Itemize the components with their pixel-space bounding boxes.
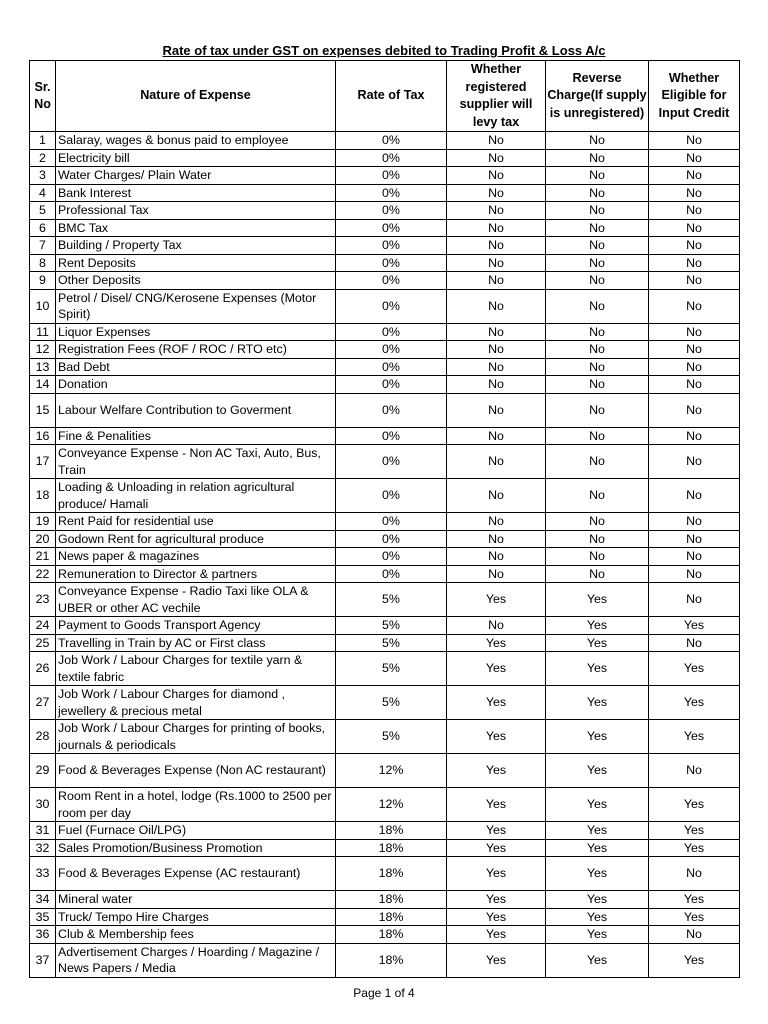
cell-input-credit: No: [649, 530, 740, 548]
table-row: [30, 720, 740, 754]
table-row: [30, 513, 740, 531]
cell-reverse-charge: No: [546, 219, 649, 237]
cell-input-credit: No: [649, 202, 740, 220]
cell-sr-no: 37: [30, 943, 56, 977]
table-row: [30, 943, 740, 977]
cell-reverse-charge: Yes: [546, 908, 649, 926]
cell-nature-of-expense: Sales Promotion/Business Promotion: [56, 839, 336, 857]
cell-input-credit: No: [649, 634, 740, 652]
table-row: [30, 219, 740, 237]
cell-input-credit: No: [649, 926, 740, 944]
cell-nature-of-expense: Room Rent in a hotel, lodge (Rs.1000 to 2500 per room per day: [56, 788, 336, 822]
table-row: [30, 857, 740, 891]
cell-registered-supplier: Yes: [447, 926, 546, 944]
cell-input-credit: No: [649, 184, 740, 202]
cell-nature-of-expense: Food & Beverages Expense (Non AC restaurant): [56, 754, 336, 788]
cell-rate-of-tax: 0%: [336, 513, 447, 531]
header-nature-of-expense: Nature of Expense: [56, 61, 336, 132]
cell-sr-no: 31: [30, 822, 56, 840]
cell-rate-of-tax: 0%: [336, 149, 447, 167]
cell-reverse-charge: Yes: [546, 754, 649, 788]
page-footer: Page 1 of 4: [353, 986, 415, 1000]
cell-sr-no: 18: [30, 479, 56, 513]
table-row: [30, 254, 740, 272]
cell-registered-supplier: No: [447, 565, 546, 583]
table-row: [30, 149, 740, 167]
cell-registered-supplier: No: [447, 272, 546, 290]
cell-sr-no: 21: [30, 548, 56, 566]
cell-rate-of-tax: 18%: [336, 857, 447, 891]
cell-sr-no: 15: [30, 393, 56, 427]
cell-input-credit: No: [649, 754, 740, 788]
cell-rate-of-tax: 0%: [336, 184, 447, 202]
cell-rate-of-tax: 0%: [336, 323, 447, 341]
cell-registered-supplier: Yes: [447, 652, 546, 686]
cell-reverse-charge: No: [546, 149, 649, 167]
cell-registered-supplier: No: [447, 358, 546, 376]
cell-nature-of-expense: BMC Tax: [56, 219, 336, 237]
cell-registered-supplier: No: [447, 530, 546, 548]
document-title: Rate of tax under GST on expenses debited to Trading Profit & Loss A/c: [162, 43, 606, 58]
cell-rate-of-tax: 5%: [336, 634, 447, 652]
cell-sr-no: 5: [30, 202, 56, 220]
cell-registered-supplier: Yes: [447, 720, 546, 754]
cell-nature-of-expense: Building / Property Tax: [56, 237, 336, 255]
table-row: [30, 427, 740, 445]
cell-sr-no: 32: [30, 839, 56, 857]
cell-input-credit: No: [649, 376, 740, 394]
cell-nature-of-expense: Donation: [56, 376, 336, 394]
cell-registered-supplier: No: [447, 445, 546, 479]
cell-rate-of-tax: 0%: [336, 548, 447, 566]
table-row: [30, 908, 740, 926]
cell-sr-no: 7: [30, 237, 56, 255]
cell-input-credit: No: [649, 565, 740, 583]
cell-rate-of-tax: 5%: [336, 686, 447, 720]
gst-expense-table: [29, 60, 740, 978]
cell-registered-supplier: No: [447, 323, 546, 341]
table-row: [30, 479, 740, 513]
cell-registered-supplier: No: [447, 617, 546, 635]
cell-nature-of-expense: Job Work / Labour Charges for diamond , jewellery & precious metal: [56, 686, 336, 720]
cell-input-credit: Yes: [649, 686, 740, 720]
cell-rate-of-tax: 18%: [336, 943, 447, 977]
cell-input-credit: No: [649, 237, 740, 255]
cell-reverse-charge: Yes: [546, 634, 649, 652]
cell-registered-supplier: Yes: [447, 908, 546, 926]
cell-registered-supplier: No: [447, 289, 546, 323]
cell-input-credit: No: [649, 254, 740, 272]
cell-sr-no: 22: [30, 565, 56, 583]
cell-rate-of-tax: 0%: [336, 341, 447, 359]
cell-nature-of-expense: Petrol / Disel/ CNG/Kerosene Expenses (Motor Spirit): [56, 289, 336, 323]
cell-input-credit: Yes: [649, 822, 740, 840]
cell-nature-of-expense: Liquor Expenses: [56, 323, 336, 341]
cell-sr-no: 29: [30, 754, 56, 788]
cell-registered-supplier: No: [447, 393, 546, 427]
cell-registered-supplier: No: [447, 548, 546, 566]
table-row: [30, 926, 740, 944]
cell-rate-of-tax: 0%: [336, 358, 447, 376]
cell-reverse-charge: No: [546, 548, 649, 566]
cell-registered-supplier: No: [447, 479, 546, 513]
cell-rate-of-tax: 5%: [336, 617, 447, 635]
cell-nature-of-expense: Job Work / Labour Charges for textile yarn & textile fabric: [56, 652, 336, 686]
cell-sr-no: 24: [30, 617, 56, 635]
cell-nature-of-expense: Bank Interest: [56, 184, 336, 202]
cell-nature-of-expense: News paper & magazines: [56, 548, 336, 566]
cell-rate-of-tax: 0%: [336, 202, 447, 220]
cell-rate-of-tax: 0%: [336, 427, 447, 445]
table-row: [30, 445, 740, 479]
cell-registered-supplier: Yes: [447, 943, 546, 977]
cell-rate-of-tax: 0%: [336, 479, 447, 513]
cell-reverse-charge: No: [546, 565, 649, 583]
cell-reverse-charge: No: [546, 445, 649, 479]
cell-input-credit: Yes: [649, 908, 740, 926]
table-header-row: [30, 61, 740, 132]
cell-rate-of-tax: 0%: [336, 530, 447, 548]
cell-registered-supplier: No: [447, 219, 546, 237]
cell-reverse-charge: No: [546, 530, 649, 548]
cell-sr-no: 30: [30, 788, 56, 822]
cell-rate-of-tax: 18%: [336, 908, 447, 926]
header-input-credit: Whether Eligible for Input Credit: [649, 61, 740, 132]
cell-nature-of-expense: Food & Beverages Expense (AC restaurant): [56, 857, 336, 891]
cell-reverse-charge: No: [546, 167, 649, 185]
cell-reverse-charge: No: [546, 358, 649, 376]
cell-registered-supplier: Yes: [447, 857, 546, 891]
cell-reverse-charge: No: [546, 479, 649, 513]
table-row: [30, 530, 740, 548]
cell-nature-of-expense: Travelling in Train by AC or First class: [56, 634, 336, 652]
cell-input-credit: No: [649, 583, 740, 617]
cell-nature-of-expense: Rent Paid for residential use: [56, 513, 336, 531]
cell-input-credit: No: [649, 857, 740, 891]
cell-registered-supplier: No: [447, 202, 546, 220]
cell-sr-no: 16: [30, 427, 56, 445]
cell-input-credit: No: [649, 289, 740, 323]
cell-reverse-charge: Yes: [546, 891, 649, 909]
cell-sr-no: 8: [30, 254, 56, 272]
cell-input-credit: No: [649, 219, 740, 237]
cell-rate-of-tax: 0%: [336, 565, 447, 583]
cell-rate-of-tax: 12%: [336, 754, 447, 788]
table-row: [30, 891, 740, 909]
cell-sr-no: 6: [30, 219, 56, 237]
cell-sr-no: 27: [30, 686, 56, 720]
cell-reverse-charge: Yes: [546, 839, 649, 857]
cell-rate-of-tax: 0%: [336, 219, 447, 237]
header-rate-of-tax: Rate of Tax: [336, 61, 447, 132]
cell-reverse-charge: Yes: [546, 822, 649, 840]
cell-nature-of-expense: Fuel (Furnace Oil/LPG): [56, 822, 336, 840]
cell-input-credit: Yes: [649, 943, 740, 977]
cell-nature-of-expense: Remuneration to Director & partners: [56, 565, 336, 583]
cell-nature-of-expense: Godown Rent for agricultural produce: [56, 530, 336, 548]
table-row: [30, 323, 740, 341]
cell-reverse-charge: No: [546, 184, 649, 202]
cell-registered-supplier: No: [447, 237, 546, 255]
cell-nature-of-expense: Mineral water: [56, 891, 336, 909]
cell-registered-supplier: Yes: [447, 686, 546, 720]
cell-nature-of-expense: Registration Fees (ROF / ROC / RTO etc): [56, 341, 336, 359]
cell-reverse-charge: Yes: [546, 857, 649, 891]
cell-rate-of-tax: 12%: [336, 788, 447, 822]
table-row: [30, 583, 740, 617]
cell-sr-no: 2: [30, 149, 56, 167]
cell-rate-of-tax: 0%: [336, 272, 447, 290]
header-sr-no: Sr. No: [30, 61, 56, 132]
cell-nature-of-expense: Rent Deposits: [56, 254, 336, 272]
table-row: [30, 393, 740, 427]
cell-nature-of-expense: Other Deposits: [56, 272, 336, 290]
table-row: [30, 634, 740, 652]
cell-input-credit: No: [649, 393, 740, 427]
header-reverse-charge: Reverse Charge(If supply is unregistered): [546, 61, 649, 132]
cell-reverse-charge: Yes: [546, 617, 649, 635]
table-row: [30, 237, 740, 255]
table-row: [30, 617, 740, 635]
cell-sr-no: 10: [30, 289, 56, 323]
cell-rate-of-tax: 18%: [336, 822, 447, 840]
cell-sr-no: 17: [30, 445, 56, 479]
cell-nature-of-expense: Advertisement Charges / Hoarding / Magazine / News Papers / Media: [56, 943, 336, 977]
cell-reverse-charge: No: [546, 393, 649, 427]
table-row: [30, 184, 740, 202]
cell-reverse-charge: No: [546, 427, 649, 445]
cell-registered-supplier: Yes: [447, 583, 546, 617]
cell-input-credit: Yes: [649, 652, 740, 686]
cell-reverse-charge: No: [546, 202, 649, 220]
cell-sr-no: 4: [30, 184, 56, 202]
cell-reverse-charge: Yes: [546, 720, 649, 754]
cell-sr-no: 33: [30, 857, 56, 891]
table-row: [30, 202, 740, 220]
cell-input-credit: Yes: [649, 839, 740, 857]
cell-rate-of-tax: 0%: [336, 445, 447, 479]
table-row: [30, 652, 740, 686]
cell-nature-of-expense: Loading & Unloading in relation agricultural produce/ Hamali: [56, 479, 336, 513]
table-row: [30, 132, 740, 150]
cell-nature-of-expense: Salaray, wages & bonus paid to employee: [56, 132, 336, 150]
cell-reverse-charge: No: [546, 237, 649, 255]
cell-input-credit: No: [649, 479, 740, 513]
cell-sr-no: 26: [30, 652, 56, 686]
cell-sr-no: 1: [30, 132, 56, 150]
table-row: [30, 822, 740, 840]
cell-input-credit: No: [649, 427, 740, 445]
cell-rate-of-tax: 0%: [336, 289, 447, 323]
cell-input-credit: No: [649, 167, 740, 185]
cell-nature-of-expense: Club & Membership fees: [56, 926, 336, 944]
cell-input-credit: No: [649, 358, 740, 376]
cell-registered-supplier: No: [447, 376, 546, 394]
table-body: [30, 132, 740, 978]
cell-registered-supplier: No: [447, 132, 546, 150]
cell-nature-of-expense: Conveyance Expense - Non AC Taxi, Auto, Bus, Train: [56, 445, 336, 479]
cell-sr-no: 35: [30, 908, 56, 926]
table-row: [30, 565, 740, 583]
cell-registered-supplier: Yes: [447, 839, 546, 857]
cell-reverse-charge: No: [546, 323, 649, 341]
cell-reverse-charge: No: [546, 376, 649, 394]
cell-nature-of-expense: Bad Debt: [56, 358, 336, 376]
cell-reverse-charge: No: [546, 272, 649, 290]
table-row: [30, 272, 740, 290]
cell-nature-of-expense: Payment to Goods Transport Agency: [56, 617, 336, 635]
cell-reverse-charge: Yes: [546, 788, 649, 822]
cell-reverse-charge: No: [546, 341, 649, 359]
cell-input-credit: No: [649, 548, 740, 566]
table-row: [30, 754, 740, 788]
cell-sr-no: 36: [30, 926, 56, 944]
table-row: [30, 788, 740, 822]
table-row: [30, 167, 740, 185]
cell-reverse-charge: Yes: [546, 583, 649, 617]
cell-registered-supplier: Yes: [447, 822, 546, 840]
cell-rate-of-tax: 0%: [336, 132, 447, 150]
cell-nature-of-expense: Professional Tax: [56, 202, 336, 220]
cell-input-credit: No: [649, 513, 740, 531]
cell-reverse-charge: No: [546, 254, 649, 272]
cell-registered-supplier: Yes: [447, 788, 546, 822]
table-row: [30, 839, 740, 857]
cell-input-credit: No: [649, 341, 740, 359]
cell-reverse-charge: No: [546, 289, 649, 323]
cell-rate-of-tax: 5%: [336, 652, 447, 686]
cell-registered-supplier: Yes: [447, 754, 546, 788]
cell-sr-no: 14: [30, 376, 56, 394]
cell-reverse-charge: No: [546, 132, 649, 150]
cell-rate-of-tax: 0%: [336, 237, 447, 255]
cell-registered-supplier: Yes: [447, 891, 546, 909]
cell-registered-supplier: No: [447, 427, 546, 445]
cell-rate-of-tax: 0%: [336, 254, 447, 272]
cell-nature-of-expense: Electricity bill: [56, 149, 336, 167]
cell-sr-no: 9: [30, 272, 56, 290]
table-row: [30, 686, 740, 720]
cell-rate-of-tax: 18%: [336, 839, 447, 857]
cell-rate-of-tax: 0%: [336, 376, 447, 394]
cell-registered-supplier: No: [447, 341, 546, 359]
cell-reverse-charge: Yes: [546, 652, 649, 686]
table-row: [30, 341, 740, 359]
cell-registered-supplier: No: [447, 149, 546, 167]
cell-reverse-charge: Yes: [546, 926, 649, 944]
cell-sr-no: 13: [30, 358, 56, 376]
cell-input-credit: No: [649, 132, 740, 150]
cell-input-credit: No: [649, 272, 740, 290]
cell-nature-of-expense: Labour Welfare Contribution to Goverment: [56, 393, 336, 427]
table-row: [30, 289, 740, 323]
cell-registered-supplier: No: [447, 184, 546, 202]
cell-sr-no: 3: [30, 167, 56, 185]
cell-rate-of-tax: 5%: [336, 720, 447, 754]
cell-nature-of-expense: Fine & Penalities: [56, 427, 336, 445]
cell-registered-supplier: No: [447, 254, 546, 272]
cell-registered-supplier: No: [447, 167, 546, 185]
cell-rate-of-tax: 0%: [336, 393, 447, 427]
cell-input-credit: No: [649, 149, 740, 167]
cell-rate-of-tax: 18%: [336, 926, 447, 944]
table-row: [30, 358, 740, 376]
cell-sr-no: 25: [30, 634, 56, 652]
cell-nature-of-expense: Conveyance Expense - Radio Taxi like OLA & UBER or other AC vechile: [56, 583, 336, 617]
cell-input-credit: No: [649, 445, 740, 479]
cell-rate-of-tax: 0%: [336, 167, 447, 185]
cell-rate-of-tax: 18%: [336, 891, 447, 909]
cell-nature-of-expense: Water Charges/ Plain Water: [56, 167, 336, 185]
cell-input-credit: No: [649, 323, 740, 341]
cell-sr-no: 23: [30, 583, 56, 617]
table-row: [30, 548, 740, 566]
table-row: [30, 376, 740, 394]
cell-sr-no: 34: [30, 891, 56, 909]
cell-input-credit: Yes: [649, 720, 740, 754]
cell-reverse-charge: No: [546, 513, 649, 531]
cell-sr-no: 28: [30, 720, 56, 754]
cell-registered-supplier: No: [447, 513, 546, 531]
cell-rate-of-tax: 5%: [336, 583, 447, 617]
cell-sr-no: 19: [30, 513, 56, 531]
cell-input-credit: Yes: [649, 617, 740, 635]
cell-sr-no: 12: [30, 341, 56, 359]
cell-sr-no: 11: [30, 323, 56, 341]
cell-input-credit: Yes: [649, 891, 740, 909]
cell-reverse-charge: Yes: [546, 686, 649, 720]
cell-input-credit: Yes: [649, 788, 740, 822]
cell-sr-no: 20: [30, 530, 56, 548]
cell-nature-of-expense: Job Work / Labour Charges for printing of books, journals & periodicals: [56, 720, 336, 754]
cell-registered-supplier: Yes: [447, 634, 546, 652]
cell-reverse-charge: Yes: [546, 943, 649, 977]
header-registered-supplier: Whether registered supplier will levy tax: [447, 61, 546, 132]
cell-nature-of-expense: Truck/ Tempo Hire Charges: [56, 908, 336, 926]
